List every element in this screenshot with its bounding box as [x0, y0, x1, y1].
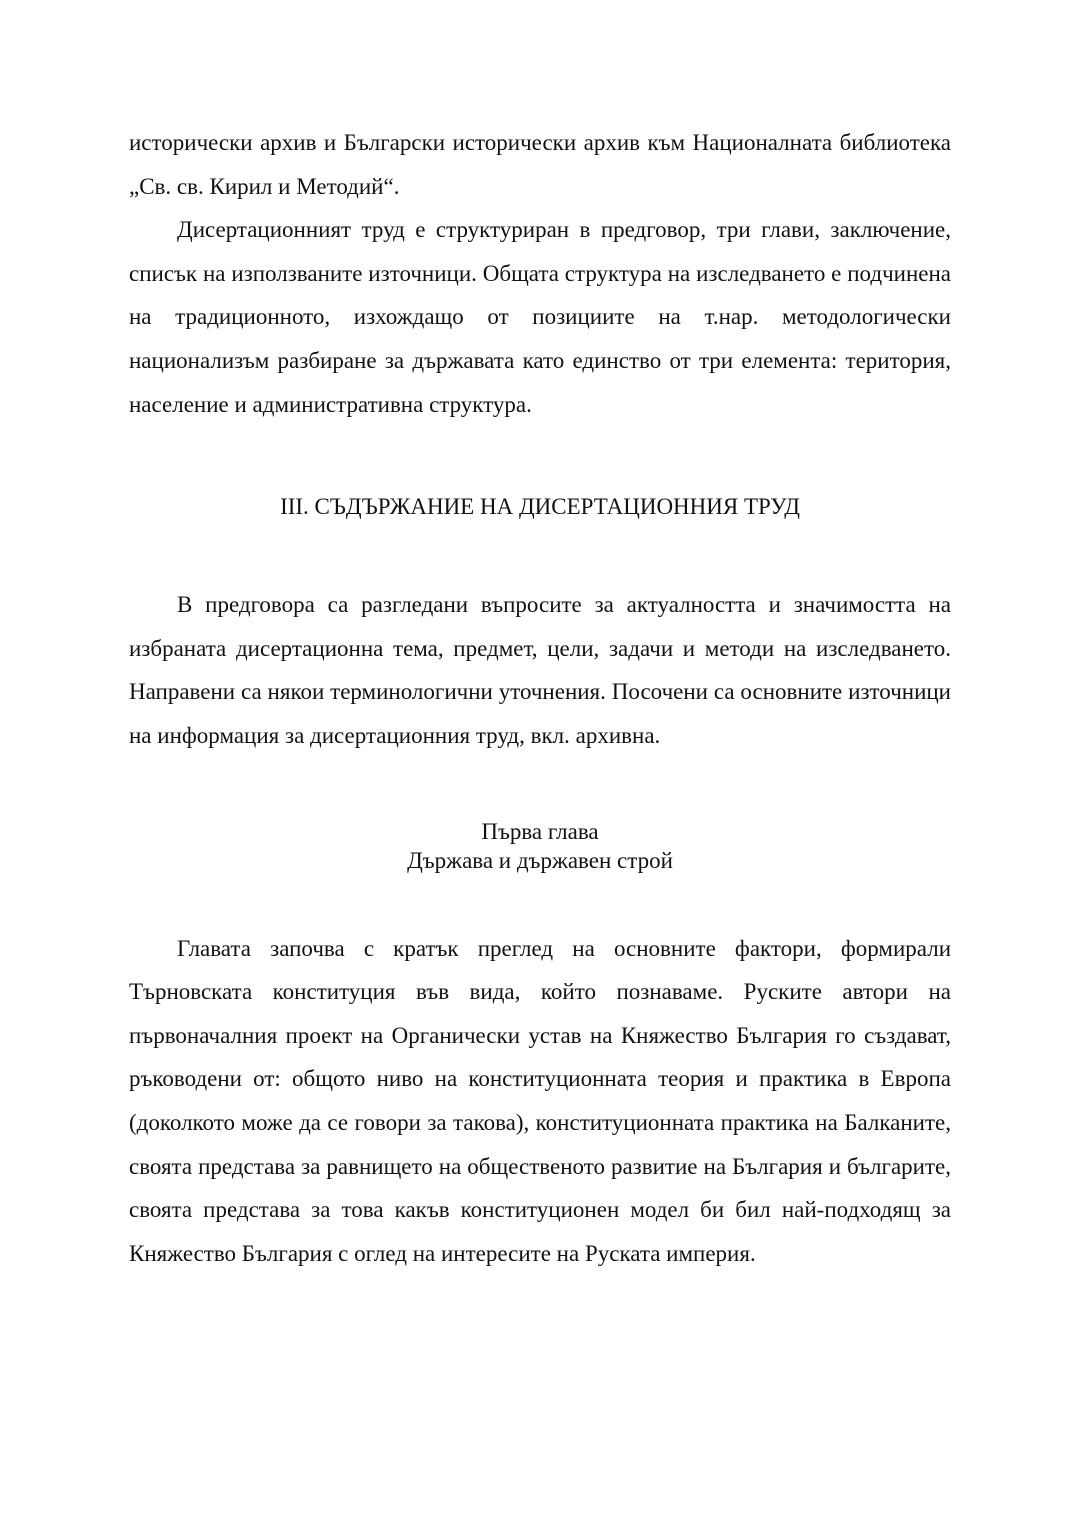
- chapter-title: Държава и държавен строй: [407, 847, 673, 873]
- section-heading: III. СЪДЪРЖАНИЕ НА ДИСЕРТАЦИОННИЯ ТРУД: [280, 494, 800, 520]
- paragraph-dissertation-structure: Дисертационният труд е структуриран в предговор, три глави, заключение, списък на използваните източници. Общата структура на изследването е подчинена на традиционното, изхождащо от позициите на т.нар. методологически национализъм разбиране за държавата като единство от три елемента: територия, население и административна структура.: [129, 217, 951, 417]
- page-content: [129, 121, 951, 1275]
- chapter-number: Първа глава: [481, 818, 599, 844]
- chapter-heading: [129, 817, 951, 875]
- paragraph-preface-summary: В предговора са разгледани въпросите за актуалността и значимостта на избраната дисертационна тема, предмет, цели, задачи и методи на изследването. Направени са някои терминологични уточнения. Посочени са основните източници на информация за дисертационния труд, вкл. архивна.: [129, 592, 951, 748]
- paragraph-chapter-intro: Главата започва с кратък преглед на основните фактори, формирали Търновската конституция във вида, който познаваме. Руските автори на първоначалния проект на Органически устав на Княжество България го създават, ръководени от: общото ниво на конституционната теория и практика в Европа (доколкото може да се говори за такова), конституционната практика на Балканите, своята представа за равнището на общественото развитие на България и българите, своята представа за това какъв конституционен модел би бил най-подходящ за Княжество България с оглед на интересите на Руската империя.: [129, 935, 951, 1266]
- paragraph-archive-continuation: исторически архив и Български исторически архив към Националната библиотека „Св. св. Кирил и Методий“.: [129, 130, 951, 199]
